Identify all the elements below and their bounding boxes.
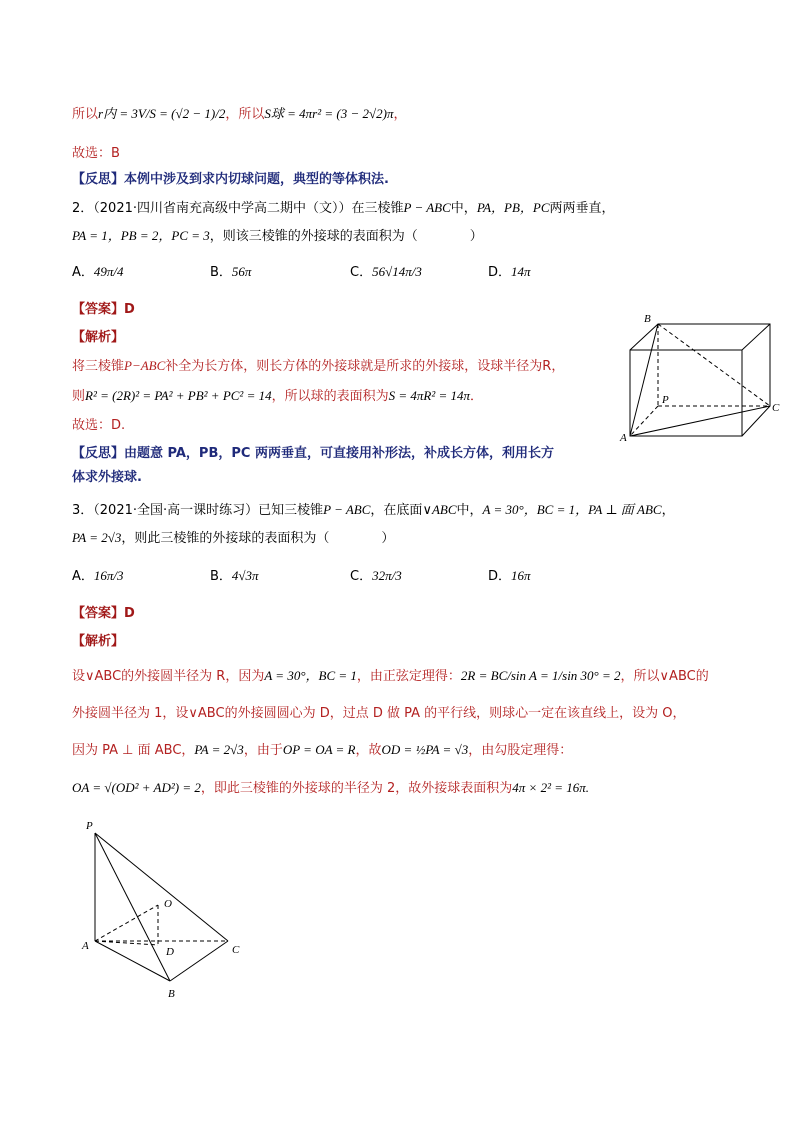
label-d: D (166, 946, 174, 958)
label-a: A (620, 432, 627, 442)
label-o: O (164, 898, 172, 910)
q3-stem-line1: 3．（2021·全国·高一课时练习）已知三棱锥P − ABC，在底面∨ABC中，A = 30°，BC = 1，PA ⊥ 面 ABC， (72, 502, 675, 518)
q2-option-a: A．49π/4 (72, 264, 124, 280)
edge-ac (630, 406, 770, 436)
label-p: P (662, 394, 669, 406)
label-c: C (232, 944, 240, 956)
edge-ab (95, 941, 170, 981)
formula-s-ball: S球 = 4πr² = (3 − 2√2)π (264, 106, 394, 121)
edge-ao-hidden (95, 905, 158, 941)
formula-r-inner: r内 = 3V/S = (√2 − 1)/2 (98, 106, 226, 121)
q2-cuboid-figure (618, 310, 784, 442)
edge-bc (170, 941, 228, 981)
q2-solution-line2: 则R² = (2R)² = PA² + PB² + PC² = 14，所以球的表面积为S = 4πR² = 14π． (72, 388, 484, 404)
label-a: A (82, 940, 89, 952)
q3-solution-line4: OA = √(OD² + AD²) = 2，即此三棱锥的外接球的半径为 2，故外接球表面积为4π × 2² = 16π. (72, 780, 589, 796)
q2-options (72, 262, 672, 286)
edge-bc (658, 324, 770, 406)
cuboid-front-face (630, 350, 742, 436)
q2-analysis-label: 【解析】 (72, 330, 125, 345)
q2-answer-line: 故选：D. (72, 418, 126, 433)
q2-stem-line2: PA = 1，PB = 2，PC = 3，则该三棱锥的外接球的表面积为（ ） (72, 228, 483, 244)
edge-pb (95, 833, 170, 981)
q3-option-b: B．4√3π (210, 568, 259, 584)
q3-analysis-label: 【解析】 (72, 634, 125, 649)
q2-solution-line1: 将三棱锥P−ABC补全为长方体，则长方体的外接球就是所求的外接球，设球半径为R， (72, 358, 565, 374)
q3-tetrahedron-figure (80, 815, 250, 1003)
q2-option-c: C．56√14π/3 (350, 264, 422, 280)
edge-ad-hidden (95, 941, 158, 945)
q2-reflect-line1: 【反思】由题意 PA，PB，PC 两两垂直，可直接用补形法，补成长方体，利用长方 (72, 446, 554, 461)
q3-option-a: A．16π/3 (72, 568, 124, 584)
q3-solution-line1: 设∨ABC的外接圆半径为 R，因为A = 30°，BC = 1，由正弦定理得：2R = BC/sin A = 1/sin 30° = 2，所以∨ABC的 (72, 668, 709, 684)
prev-reflect: 【反思】本例中涉及到求内切球问题，典型的等体积法. (72, 172, 389, 187)
label-b: B (644, 313, 651, 325)
q3-options (72, 566, 672, 590)
q3-option-c: C．32π/3 (350, 568, 402, 584)
q3-answer-label: 【答案】D (72, 606, 135, 621)
edge-ba (630, 324, 658, 436)
q3-stem-line2: PA = 2√3，则此三棱锥的外接球的表面积为（ ） (72, 530, 395, 546)
cuboid-top-right-edge (742, 324, 770, 350)
q3-option-d: D．16π (488, 568, 531, 584)
prev-answer-line: 故选：B (72, 146, 120, 161)
cuboid-back-edges (630, 324, 770, 436)
prev-line1: 所以r内 = 3V/S = (√2 − 1)/2，所以S球 = 4πr² = (3 − 2√2)π， (72, 106, 407, 122)
q2-reflect-line2: 体求外接球. (72, 470, 142, 485)
q2-stem-line1: 2．（2021·四川省南充高级中学高二期中（文））在三棱锥P − ABC中，PA，PB，PC两两垂直， (72, 200, 615, 216)
label-c: C (772, 402, 780, 414)
q3-solution-line2: 外接圆半径为 1，设∨ABC的外接圆圆心为 D，过点 D 做 PA 的平行线，则球心一定在该直线上，设为 O， (72, 706, 686, 721)
q2-option-b: B．56π (210, 264, 252, 280)
q3-solution-line3: 因为 PA ⊥ 面 ABC，PA = 2√3，由于OP = OA = R，故OD = ½PA = √3，由勾股定理得： (72, 742, 573, 758)
label-p: P (86, 820, 93, 832)
q2-option-d: D．14π (488, 264, 531, 280)
label-b: B (168, 988, 175, 1000)
edge-pc (95, 833, 228, 941)
q2-answer-label: 【答案】D (72, 302, 135, 317)
